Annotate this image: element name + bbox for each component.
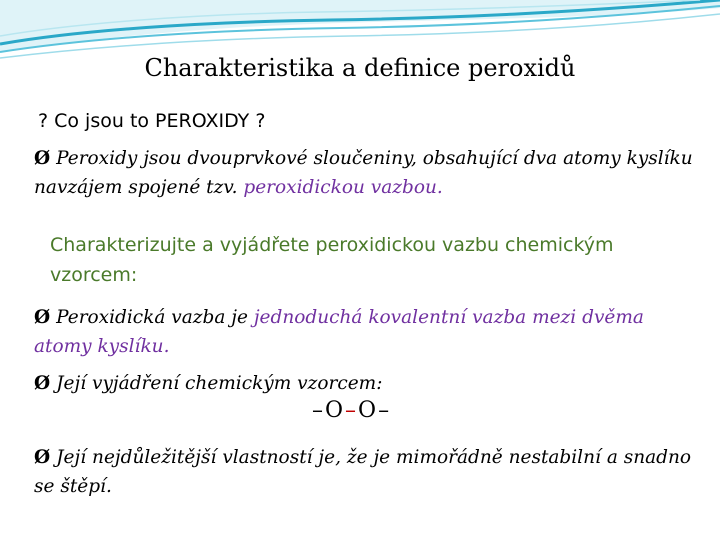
bullet-bond	[34, 303, 694, 361]
formula-dash-right: –	[378, 398, 392, 423]
arrow-bullet-icon: Ø	[34, 148, 51, 169]
arrow-bullet-icon: Ø	[34, 447, 51, 468]
bullet-formula	[34, 369, 694, 398]
formula-oxygen-1: O	[325, 398, 346, 423]
bullet-definition-text: Peroxidy jsou dvouprvkové sloučeniny, obsahující dva atomy kyslíku navzájem spojené tzv.	[34, 148, 693, 198]
arrow-bullet-icon: Ø	[34, 307, 51, 328]
question-line: ? Co jsou to PEROXIDY ?	[38, 110, 266, 132]
bullet-property-text: Její nejdůležitější vlastností je, že je mimořádně nestabilní a snadno se štěpí.	[34, 447, 692, 497]
peroxide-formula	[312, 398, 391, 423]
bullet-bond-highlight: jednoduchá kovalentní vazba mezi dvěma atomy kyslíku.	[34, 307, 644, 357]
bullet-definition-highlight: peroxidickou vazbou.	[243, 177, 443, 198]
arrow-bullet-icon: Ø	[34, 373, 51, 394]
bullet-property	[34, 443, 694, 501]
formula-oxygen-2: O	[358, 398, 379, 423]
bullet-bond-text: Peroxidická vazba je	[56, 307, 254, 328]
bullet-formula-text: Její vyjádření chemickým vzorcem:	[56, 373, 383, 394]
bullet-definition	[34, 144, 694, 202]
formula-peroxide-bond: –	[345, 398, 359, 423]
formula-dash-left: –	[312, 398, 325, 423]
slide-title: Charakteristika a definice peroxidů	[144, 54, 576, 82]
task-text: Charakterizujte a vyjádřete peroxidickou vazbu chemickým vzorcem:	[50, 234, 614, 286]
